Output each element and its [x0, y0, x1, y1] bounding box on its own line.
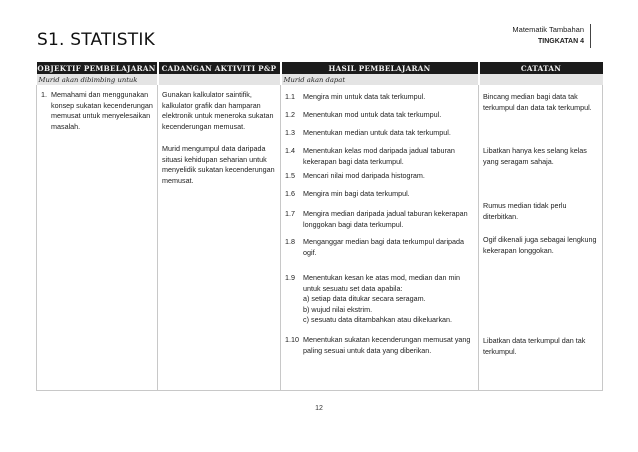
- column-header-activities: CADANGAN AKTIVITI P&P: [158, 62, 281, 74]
- column-header-outcomes: HASIL PEMBELAJARAN: [281, 62, 479, 74]
- outcome-text: Menentukan mod untuk data tak terkumpul.: [303, 110, 442, 119]
- outcome-number: 1.8: [285, 237, 295, 246]
- outcome-number: 1.9: [285, 273, 295, 282]
- subheader-objective: Murid akan dibimbing untuk: [37, 74, 158, 85]
- subject-label: Matematik Tambahan: [512, 25, 584, 34]
- table-header-row: [37, 62, 603, 74]
- table-subheader-row: [37, 74, 603, 85]
- note-text: Bincang median bagi data tak terkumpul dan data tak terkumpul.: [483, 92, 592, 112]
- outcome-item: [285, 189, 475, 200]
- subheader-notes: [479, 74, 603, 85]
- note-text: Rumus median tidak perlu diterbitkan.: [483, 201, 567, 221]
- outcome-item: [285, 146, 475, 167]
- note-text: Libatkan data terkumpul dan tak terkumpul.: [483, 336, 586, 356]
- activity-text: Murid mengumpul data daripada situasi kehidupan seharian untuk menyelidik sukatan kecenderungan memusat.: [162, 144, 275, 185]
- activities-cell: [158, 85, 281, 391]
- form-label: TINGKATAN 4: [537, 38, 584, 45]
- outcome-text: Mengira min untuk data tak terkumpul.: [303, 92, 426, 101]
- outcome-number: 1.6: [285, 189, 295, 198]
- table-row: [37, 85, 603, 391]
- outcome-text: [303, 273, 475, 326]
- activity-text: Gunakan kalkulator saintifik, kalkulator grafik dan hamparan elektronik untuk meneroka sukatan kecenderungan memusat.: [162, 90, 274, 131]
- outcome-number: 1.1: [285, 92, 295, 101]
- outcome-text: Menentukan median untuk data tak terkumpul.: [303, 128, 451, 137]
- outcome-text: Menentukan sukatan kecenderungan memusat yang paling sesuai untuk data yang diberikan.: [303, 335, 471, 355]
- page-title: S1. STATISTIK: [37, 30, 155, 50]
- outcome-text: Mengira median daripada jadual taburan kekerapan longgokan bagi data terkumpul.: [303, 209, 468, 229]
- outcome-text: Menganggar median bagi data terkumpul daripada ogif.: [303, 237, 465, 257]
- outcome-text: Mencari nilai mod daripada histogram.: [303, 171, 425, 180]
- outcome-text-main: Menentukan kesan ke atas mod, median dan min untuk sesuatu set data apabila:: [303, 273, 461, 293]
- outcome-number: 1.5: [285, 171, 295, 180]
- outcome-number: 1.7: [285, 209, 295, 218]
- outcome-subitem: c) sesuatu data ditambahkan atau dikeluarkan.: [303, 315, 453, 324]
- note-text: Ogif dikenali juga sebagai lengkung kekerapan longgokan.: [483, 235, 597, 255]
- outcome-number: 1.3: [285, 128, 295, 137]
- outcome-number: 1.2: [285, 110, 295, 119]
- outcome-subitem: b) wujud nilai ekstrim.: [303, 304, 373, 314]
- objective-cell: [37, 85, 158, 391]
- note-text: Libatkan hanya kes selang kelas yang seragam sahaja.: [483, 146, 587, 166]
- outcome-item: [285, 237, 475, 258]
- outcome-number: 1.4: [285, 146, 295, 155]
- outcome-item: [285, 128, 475, 139]
- outcome-item: [285, 92, 475, 103]
- syllabus-table: [36, 62, 603, 391]
- outcome-text: Menentukan kelas mod daripada jadual taburan kekerapan bagi data terkumpul.: [303, 146, 455, 166]
- outcome-item: [285, 335, 475, 356]
- outcome-number: 1.10: [285, 335, 299, 344]
- objective-number: 1.: [41, 90, 47, 99]
- subheader-outcomes: Murid akan dapat: [281, 74, 479, 85]
- outcome-item: [285, 171, 475, 182]
- page-number: 12: [315, 405, 323, 412]
- outcome-subitem: a) setiap data ditukar secara seragam.: [303, 294, 426, 303]
- subheader-activities: [158, 74, 281, 85]
- objective-text: Memahami dan menggunakan konsep sukatan kecenderungan memusat untuk menyelesaikan masalah.: [51, 90, 153, 131]
- column-header-notes: CATATAN: [479, 62, 603, 74]
- outcome-text: Mengira min bagi data terkumpul.: [303, 189, 410, 198]
- outcome-item: [285, 110, 475, 121]
- outcome-item: [285, 209, 475, 230]
- notes-cell: [479, 85, 603, 391]
- column-header-objective: OBJEKTIF PEMBELAJARAN: [37, 63, 156, 73]
- header-meta: [512, 24, 591, 48]
- objective-item: [41, 90, 153, 132]
- outcome-item: [285, 273, 475, 326]
- outcomes-cell: [281, 85, 479, 391]
